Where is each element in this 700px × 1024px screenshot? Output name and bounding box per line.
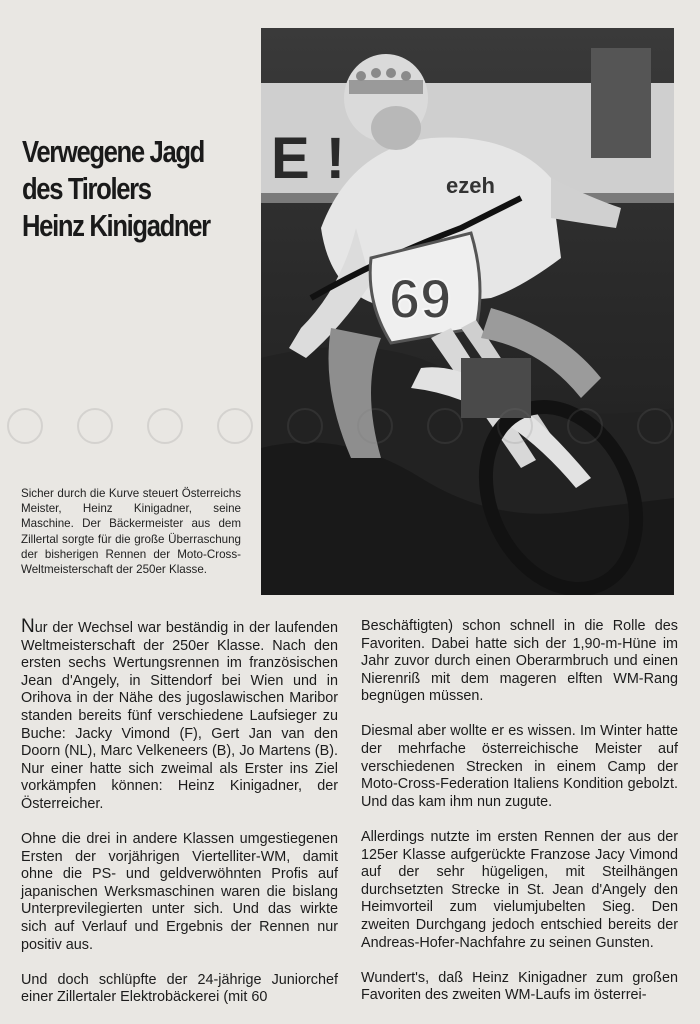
dropcap: N — [21, 616, 35, 637]
banner-text: E ! — [271, 126, 346, 191]
text-column-right — [361, 618, 678, 1022]
paragraph: Ohne die drei in andere Klassen umgestiegenen Ersten der vorjährigen Viertelliter-WM, damit ohne die PS- und geldverwöhnten Profis auf japanischen Werksmaschinen waren die bislang Unterprevilegierten unter sich. Und das wirkte sich auf Verlauf und Ergebnis der Rennen nur positiv aus. — [21, 831, 338, 953]
headline-line-1: Verwegene Jagd — [22, 135, 204, 169]
bib-number: 69 — [389, 267, 452, 330]
headline-line-2: des Tirolers — [22, 172, 151, 206]
paragraph-text: ur der Wechsel war beständig in der laufenden Weltmeisterschaft der 250er Klasse. Nach den ersten sechs Wertungsrennen im französischen Jean d'Angely, in Sittendorf bei Wien und in Orihova in der Nähe des jugoslawischen Maribor standen bereits fünf verschiedene Laufsieger zu Buche: Jacky Vimond (F), Gert Jan van den Doorn (NL), Marc Velkeneers (B), Jo Martens (B). Nur einer hatte sich zweimal als Erster ins Ziel vorkämpfen können: Heinz Kinigadner, der Österreicher. — [21, 620, 338, 812]
headline-line-3: Heinz Kinigadner — [22, 209, 210, 243]
photo-caption — [21, 486, 241, 577]
rider-illustration — [261, 28, 674, 595]
article-headline — [22, 134, 215, 245]
text-column-left — [21, 618, 338, 1024]
paragraph: Und doch schlüpfte der 24-jährige Juniorchef einer Zillertaler Elektrobäckerei (mit 60 — [21, 971, 338, 1006]
paragraph: Diesmal aber wollte er es wissen. Im Winter hatte der mehrfache österreichische Meister auf verschiedenen Strecken in einem Camp der Moto-Cross-Federation Italiens Kondition gebolzt. Und das kam ihm nun zugute. — [361, 723, 678, 810]
paragraph: Beschäftigten) schon schnell in die Rolle des Favoriten. Dabei hatte sich der 1,90-m-Hüne im Jahr zuvor durch einen Oberarmbruch und einen Nierenriß mit dem mageren elften WM-Rang begnügen müssen. — [361, 618, 678, 705]
paragraph: Allerdings nutzte im ersten Rennen der aus der 125er Klasse aufgerückte Franzose Jacy Vimond auf der sehr hügeligen, mit Steilhängen durchsetzten Strecke in St. Jean d'Angely den Heimvorteil zum vielumjubelten Sieg. Den zweiten Durchgang jedoch entschied bereits der Andreas-Hofer-Nachfahre zu seinen Gunsten. — [361, 828, 678, 951]
motocross-photo — [261, 28, 674, 595]
sponsor-text: ezeh — [446, 173, 495, 198]
caption-text: Sicher durch die Kurve steuert Österreichs Meister, Heinz Kinigadner, seine Maschine. Der Bäckermeister aus dem Zillertal sorgte für die große Überraschung der bisherigen Rennen der Moto-Cross-Weltmeisterschaft der 250er Klasse. — [21, 487, 241, 577]
paragraph — [21, 618, 338, 814]
paragraph: Wundert's, daß Heinz Kinigadner zum großen Favoriten des zweiten WM-Laufs im österrei- — [361, 969, 678, 1004]
